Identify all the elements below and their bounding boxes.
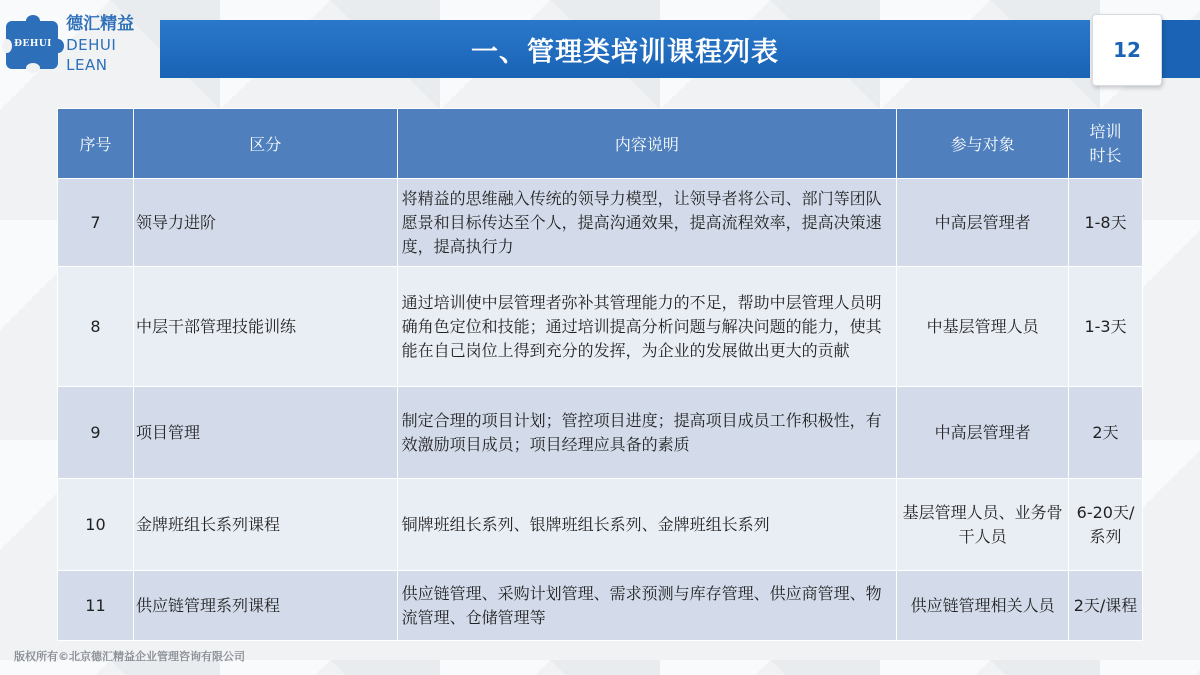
course-table [57,108,1143,641]
row-duration: 6-20天/系列 [1069,479,1143,571]
logo-chinese-name: 德汇精益 [66,14,135,34]
puzzle-logo-icon [2,15,62,73]
header-description: 内容说明 [397,109,897,179]
header-duration: 培训 时长 [1069,109,1143,179]
title-bar-end [1160,20,1200,78]
row-duration: 1-3天 [1069,267,1143,387]
page-title: 一、管理类培训课程列表 [471,36,779,68]
row-category: 领导力进阶 [133,179,397,267]
logo-english-name: DEHUI LEAN [66,36,117,74]
row-category: 项目管理 [133,387,397,479]
page-number: 12 [1113,38,1141,62]
row-duration: 2天 [1069,387,1143,479]
table-row [58,479,1143,571]
row-no: 7 [58,179,134,267]
row-no: 11 [58,571,134,641]
table-row [58,387,1143,479]
row-audience: 中高层管理者 [897,179,1069,267]
table-row [58,267,1143,387]
row-audience: 中基层管理人员 [897,267,1069,387]
row-description: 将精益的思维融入传统的领导力模型，让领导者将公司、部门等团队愿景和目标传达至个人，提高沟通效果，提高流程效率，提高决策速度，提高执行力 [397,179,897,267]
row-audience: 供应链管理相关人员 [897,571,1069,641]
row-description: 通过培训使中层管理者弥补其管理能力的不足，帮助中层管理人员明确角色定位和技能；通过培训提高分析问题与解决问题的能力，使其能在自己岗位上得到充分的发挥，为企业的发展做出更大的贡献 [397,267,897,387]
table-header-row [58,109,1143,179]
row-duration: 1-8天 [1069,179,1143,267]
logo-words [66,13,160,75]
row-category: 中层干部管理技能训练 [133,267,397,387]
row-description: 铜牌班组长系列、银牌班组长系列、金牌班组长系列 [397,479,897,571]
row-description: 供应链管理、采购计划管理、需求预测与库存管理、供应商管理、物流管理、仓储管理等 [397,571,897,641]
title-bar [160,20,1090,78]
row-no: 10 [58,479,134,571]
table-row [58,571,1143,641]
page-number-badge [1092,14,1162,86]
header-no: 序号 [58,109,134,179]
row-category: 金牌班组长系列课程 [133,479,397,571]
row-duration: 2天/课程 [1069,571,1143,641]
logo-mark-text: ĐEHUI [14,39,52,49]
row-description: 制定合理的项目计划；管控项目进度；提高项目成员工作积极性，有效激励项目成员；项目经理应具备的素质 [397,387,897,479]
row-audience: 中高层管理者 [897,387,1069,479]
company-logo [0,12,160,76]
row-no: 8 [58,267,134,387]
table-row [58,179,1143,267]
row-audience: 基层管理人员、业务骨干人员 [897,479,1069,571]
header-category: 区分 [133,109,397,179]
row-no: 9 [58,387,134,479]
header-audience: 参与对象 [897,109,1069,179]
row-category: 供应链管理系列课程 [133,571,397,641]
copyright-footer: 版权所有©北京德汇精益企业管理咨询有限公司 [14,650,245,663]
